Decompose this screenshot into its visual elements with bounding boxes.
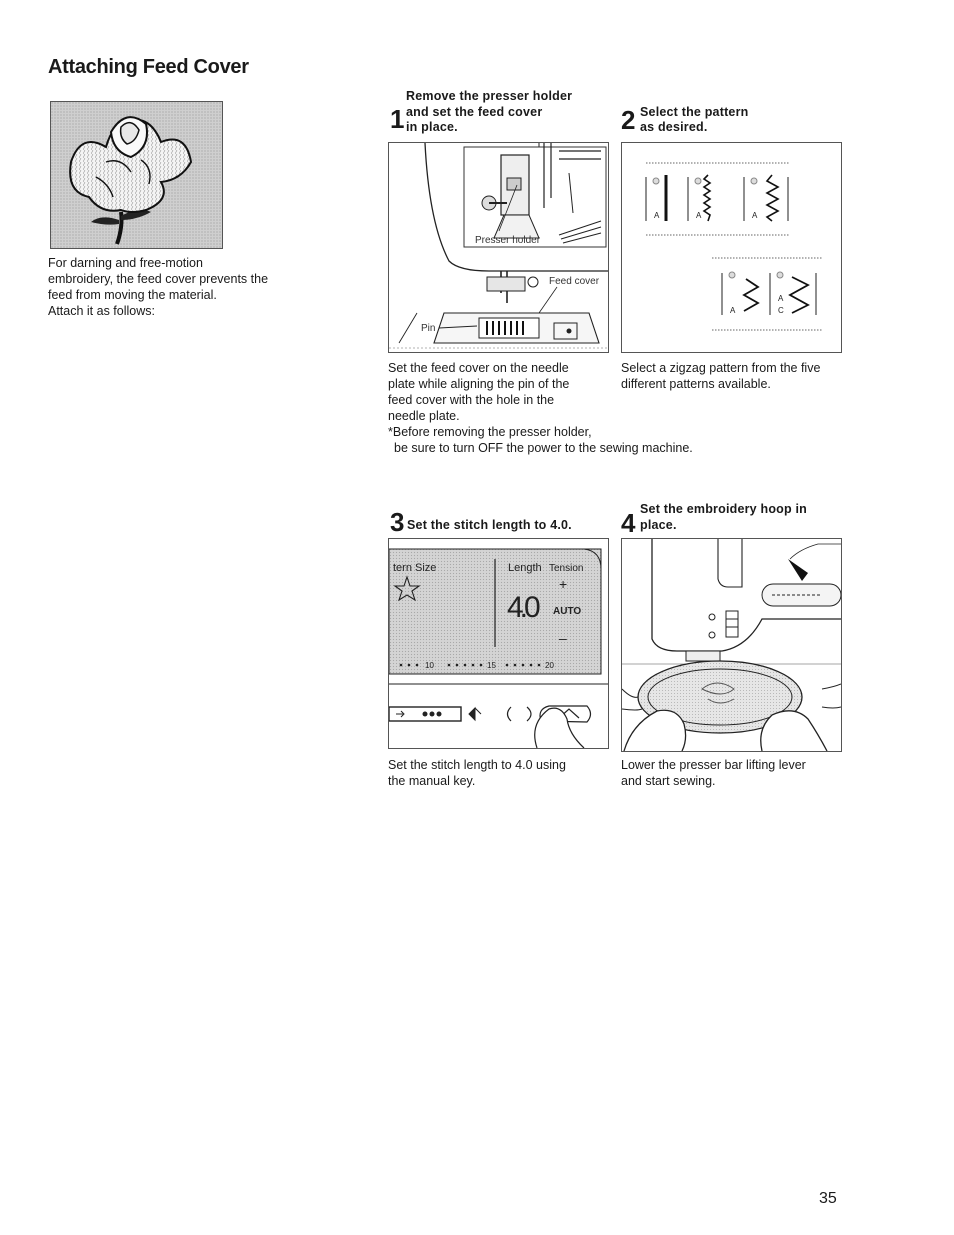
step-4-heading-line-1: Set the embroidery hoop in	[640, 502, 808, 516]
svg-text:A: A	[778, 294, 784, 303]
caption-line: different patterns available.	[621, 377, 771, 391]
scale-20: 20	[545, 661, 554, 670]
step-4-figure	[621, 538, 842, 752]
step-3-number: 3	[390, 507, 405, 537]
intro-line: feed from moving the material.	[48, 288, 217, 302]
step-1-heading-line-3: in place.	[406, 120, 458, 134]
caption-line: and start sewing.	[621, 774, 716, 788]
caption-line: Set the feed cover on the needle	[388, 361, 569, 375]
step-1-heading-line-1: Remove the presser holder	[406, 89, 573, 103]
svg-text:A: A	[654, 211, 660, 220]
caption-line: Lower the presser bar lifting lever	[621, 758, 806, 772]
pattern-button-straight[interactable]	[646, 175, 666, 221]
step-3-caption	[388, 757, 566, 789]
left-hand	[624, 710, 686, 751]
caption-line: needle plate.	[388, 409, 460, 423]
scale-10: 10	[425, 661, 434, 670]
label-auto: AUTO	[553, 606, 582, 617]
svg-text:C: C	[778, 306, 784, 315]
flower-embroidery-image	[50, 101, 223, 249]
stitch-length-value: 4.0	[507, 591, 537, 624]
label-feed-cover: Feed cover	[549, 276, 600, 287]
control-buttons[interactable]	[389, 707, 531, 721]
plus-sign: +	[559, 576, 568, 592]
step-2-caption	[621, 360, 820, 392]
caption-line: Select a zigzag pattern from the five	[621, 361, 821, 375]
label-pattern-size: tern Size	[393, 562, 437, 574]
caption-line: the manual key.	[388, 774, 476, 788]
step-3-figure	[388, 538, 609, 749]
label-presser-holder: Presser holder	[475, 235, 541, 246]
step-2-heading-line-2: as desired.	[640, 120, 708, 134]
step-1-number: 1	[390, 104, 405, 134]
caption-line: feed cover with the hole in the	[388, 393, 555, 407]
step-1-heading-line-2: and set the feed cover	[406, 105, 543, 119]
step-3-heading: Set the stitch length to 4.0.	[407, 518, 572, 532]
step-2-heading-line-1: Select the pattern	[640, 105, 749, 119]
label-length: Length	[508, 562, 542, 574]
step-4-caption	[621, 757, 806, 789]
arrow-icon	[788, 559, 808, 581]
pattern-button-zigzag-extra-wide[interactable]	[770, 272, 816, 315]
minus-sign: –	[559, 630, 567, 646]
intro-line: Attach it as follows:	[48, 304, 155, 318]
label-pin: Pin	[421, 323, 436, 334]
scale-15: 15	[487, 661, 496, 670]
step-2-figure	[621, 142, 842, 353]
intro-line: For darning and free-motion	[48, 256, 203, 270]
step-4-heading-line-2: place.	[640, 518, 677, 532]
svg-text:A: A	[752, 211, 758, 220]
pattern-button-zigzag-narrow[interactable]	[688, 175, 710, 221]
caption-line: *Before removing the presser holder,	[388, 425, 592, 439]
pattern-button-zigzag-medium[interactable]	[744, 175, 788, 221]
page-number: 35	[819, 1190, 837, 1207]
caption-line: plate while aligning the pin of the	[388, 377, 570, 391]
label-tension: Tension	[549, 563, 584, 574]
svg-text:A: A	[696, 211, 702, 220]
caption-line: be sure to turn OFF the power to the sewing machine.	[394, 441, 693, 455]
right-hand	[761, 711, 827, 751]
page-title: Attaching Feed Cover	[48, 56, 249, 78]
svg-text:A: A	[730, 306, 736, 315]
intro-line: embroidery, the feed cover prevents the	[48, 272, 269, 286]
step-4-number: 4	[621, 508, 636, 538]
step-2-number: 2	[621, 105, 636, 135]
pattern-button-zigzag-wide[interactable]	[722, 272, 758, 315]
caption-line: Set the stitch length to 4.0 using	[388, 758, 566, 772]
step-1-figure	[388, 142, 609, 353]
intro-text	[48, 255, 318, 319]
